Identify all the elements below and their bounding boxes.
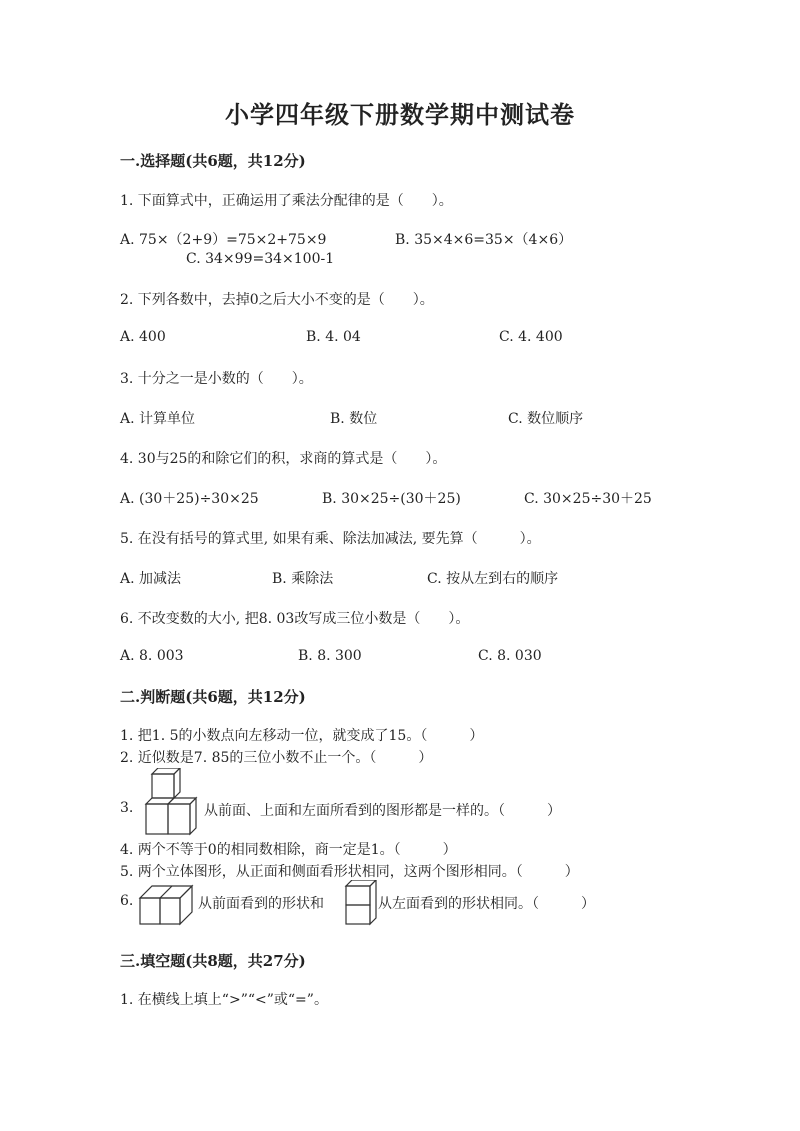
question-1-6-option-b: B. 8. 300 xyxy=(298,648,362,664)
section-1-heading: 一.选择题(共6题，共12分) xyxy=(120,152,306,170)
question-1-6-stem: 6. 不改变数的大小, 把8. 03改写成三位小数是（ ）。 xyxy=(120,611,470,627)
question-1-6-option-c: C. 8. 030 xyxy=(478,648,542,664)
question-1-6-option-a: A. 8. 003 xyxy=(120,648,184,664)
question-1-4-stem: 4. 30与25的和除它们的积，求商的算式是（ ）。 xyxy=(120,451,447,467)
judgment-item-3-text: 从前面、上面和左面所看到的图形都是一样的。（ ） xyxy=(204,803,561,819)
question-1-1-option-a: A. 75×（2+9）=75×2+75×9 xyxy=(120,232,327,248)
judgment-item-3-number: 3. xyxy=(120,800,134,816)
question-1-3-stem: 3. 十分之一是小数的（ ）。 xyxy=(120,371,313,387)
fill-item-1: 1. 在横线上填上“>”“<”或“=”。 xyxy=(120,992,328,1008)
question-1-1-option-b: B. 35×4×6=35×（4×6） xyxy=(395,232,573,248)
page-title: 小学四年级下册数学期中测试卷 xyxy=(225,100,575,129)
question-1-2-stem: 2. 下列各数中，去掉0之后大小不变的是（ ）。 xyxy=(120,292,434,308)
question-1-3-option-c: C. 数位顺序 xyxy=(508,411,584,427)
question-1-5-option-a: A. 加减法 xyxy=(120,571,182,587)
judgment-item-1: 1. 把1. 5的小数点向左移动一位，就变成了15。（ ） xyxy=(120,728,484,744)
stacked-cubes-figure-icon xyxy=(140,768,204,836)
section-3-heading: 三.填空题(共8题，共27分) xyxy=(120,952,306,970)
question-1-2-option-a: A. 400 xyxy=(120,329,166,345)
question-1-5-option-b: B. 乘除法 xyxy=(272,571,334,587)
question-1-1-stem: 1. 下面算式中，正确运用了乘法分配律的是（ ）。 xyxy=(120,193,453,209)
section-2-heading: 二.判断题(共6题，共12分) xyxy=(120,688,306,706)
question-1-4-option-c: C. 30×25÷30＋25 xyxy=(524,491,652,507)
two-cubes-row-figure-icon xyxy=(138,884,194,926)
question-1-1-option-c: C. 34×99=34×100-1 xyxy=(186,251,335,267)
judgment-item-6-number: 6. xyxy=(120,893,134,909)
judgment-item-5: 5. 两个立体图形，从正面和侧面看形状相同，这两个图形相同。（ ） xyxy=(120,864,579,880)
question-1-4-option-b: B. 30×25÷(30＋25) xyxy=(322,491,461,507)
question-1-4-option-a: A. (30＋25)÷30×25 xyxy=(120,491,259,507)
cube-tower-figure-icon xyxy=(342,880,378,926)
question-1-5-stem: 5. 在没有括号的算式里, 如果有乘、除法加减法, 要先算（ ）。 xyxy=(120,531,541,547)
judgment-item-6-text-b: 从左面看到的形状相同。（ ） xyxy=(378,896,595,912)
question-1-5-option-c: C. 按从左到右的顺序 xyxy=(427,571,559,587)
question-1-2-option-b: B. 4. 04 xyxy=(306,329,361,345)
question-1-3-option-b: B. 数位 xyxy=(330,411,378,427)
judgment-item-6-text-a: 从前面看到的形状和 xyxy=(198,896,324,912)
judgment-item-2: 2. 近似数是7. 85的三位小数不止一个。（ ） xyxy=(120,750,433,766)
question-1-2-option-c: C. 4. 400 xyxy=(499,329,563,345)
judgment-item-4: 4. 两个不等于0的相同数相除，商一定是1。（ ） xyxy=(120,842,457,858)
question-1-3-option-a: A. 计算单位 xyxy=(120,411,196,427)
